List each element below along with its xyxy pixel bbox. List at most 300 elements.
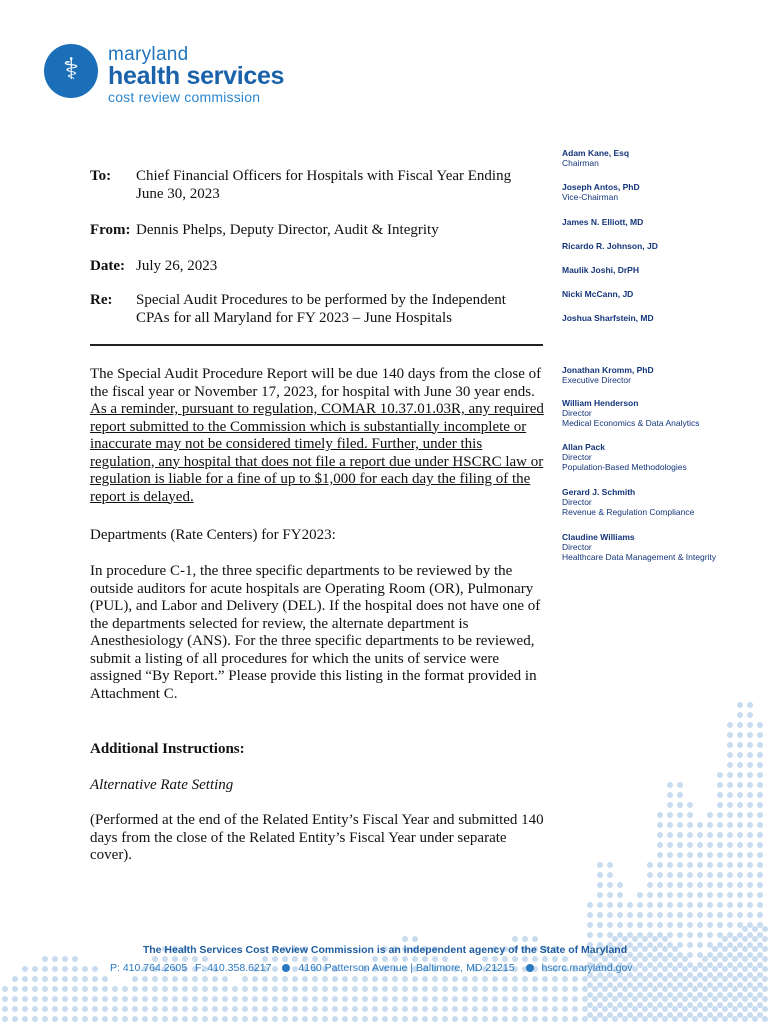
board-member-name: Joshua Sharfstein, MD — [562, 313, 654, 323]
decorative-dot — [522, 1016, 528, 1022]
decorative-dot — [757, 922, 763, 928]
decorative-dot — [522, 936, 528, 942]
decorative-dot — [422, 1016, 428, 1022]
decorative-dot — [677, 812, 683, 818]
decorative-dot — [747, 772, 753, 778]
decorative-dot — [42, 996, 48, 1002]
decorative-dot — [707, 992, 713, 998]
staff-member-name: William Henderson — [562, 398, 639, 408]
decorative-dot — [637, 932, 643, 938]
logo-text-maryland: maryland — [108, 44, 189, 65]
decorative-dot — [607, 1002, 613, 1008]
decorative-dot — [737, 892, 743, 898]
decorative-dot — [532, 1006, 538, 1012]
decorative-dot — [737, 912, 743, 918]
decorative-dot — [92, 1006, 98, 1012]
decorative-dot — [647, 922, 653, 928]
decorative-dot — [677, 842, 683, 848]
decorative-dot — [707, 812, 713, 818]
memo-to — [90, 167, 530, 207]
decorative-dot — [202, 996, 208, 1002]
decorative-dot — [42, 1016, 48, 1022]
decorative-dot — [587, 902, 593, 908]
decorative-dot — [162, 976, 168, 982]
paragraph-due-date — [90, 366, 545, 506]
decorative-dot — [717, 782, 723, 788]
staff-member — [562, 398, 762, 442]
decorative-dot — [572, 996, 578, 1002]
subheading-alternative-rate-setting: Alternative Rate Setting — [90, 777, 234, 793]
decorative-dot — [192, 1016, 198, 1022]
bullet-icon — [282, 964, 290, 972]
decorative-dot — [532, 936, 538, 942]
decorative-dot — [667, 842, 673, 848]
decorative-dot — [32, 976, 38, 982]
decorative-dot — [727, 1012, 733, 1018]
decorative-dot — [402, 996, 408, 1002]
decorative-dot — [727, 732, 733, 738]
decorative-dot — [657, 812, 663, 818]
decorative-dot — [747, 932, 753, 938]
board-member — [562, 217, 762, 241]
decorative-dot — [617, 922, 623, 928]
decorative-dot — [747, 842, 753, 848]
decorative-dot — [562, 996, 568, 1002]
decorative-dot — [102, 1006, 108, 1012]
decorative-dot — [747, 732, 753, 738]
decorative-dot — [627, 992, 633, 998]
decorative-dot — [737, 1012, 743, 1018]
decorative-dot — [697, 922, 703, 928]
decorative-dot — [12, 976, 18, 982]
decorative-dot — [727, 862, 733, 868]
decorative-dot — [687, 832, 693, 838]
decorative-dot — [442, 986, 448, 992]
decorative-dot — [152, 986, 158, 992]
decorative-dot — [342, 1016, 348, 1022]
decorative-dot — [627, 902, 633, 908]
paragraph-procedure-c1: In procedure C-1, the three specific departments to be reviewed by the outside auditors for acute hospitals are Operating Room (OR), Pulmonary (PUL), and Labor and Delivery (DEL). If the hospital does not have one of the departments selected for review, the alternate department is Anesthesiology (ANS). For the three specific departments to be reviewed, submit a listing of all procedures for which the units of service were assigned “By Report.” Please provide this listing in the format provided in Attachment C. — [90, 563, 541, 702]
decorative-dot — [482, 976, 488, 982]
decorative-dot — [697, 902, 703, 908]
decorative-dot — [697, 982, 703, 988]
decorative-dot — [747, 822, 753, 828]
decorative-dot — [687, 932, 693, 938]
decorative-dot — [122, 1016, 128, 1022]
decorative-dot — [502, 996, 508, 1002]
decorative-dot — [707, 1002, 713, 1008]
staff-member-title: Director — [562, 497, 592, 507]
decorative-dot — [52, 976, 58, 982]
decorative-dot — [32, 986, 38, 992]
decorative-dot — [747, 702, 753, 708]
decorative-dot — [42, 986, 48, 992]
staff-member-name: Claudine Williams — [562, 532, 635, 542]
decorative-dot — [607, 922, 613, 928]
decorative-dot — [737, 782, 743, 788]
decorative-dot — [717, 872, 723, 878]
decorative-dot — [667, 912, 673, 918]
decorative-dot — [647, 1012, 653, 1018]
decorative-dot — [142, 976, 148, 982]
decorative-dot — [572, 1006, 578, 1012]
decorative-dot — [422, 986, 428, 992]
decorative-dot — [757, 722, 763, 728]
logo-text-commission: cost review commission — [108, 89, 261, 105]
decorative-dot — [607, 1012, 613, 1018]
heading-additional-instructions: Additional Instructions: — [90, 741, 245, 757]
decorative-dot — [282, 986, 288, 992]
decorative-dot — [697, 872, 703, 878]
decorative-dot — [717, 1012, 723, 1018]
decorative-dot — [52, 956, 58, 962]
decorative-dot — [607, 882, 613, 888]
decorative-dot — [122, 996, 128, 1002]
decorative-dot — [677, 852, 683, 858]
decorative-dot — [492, 996, 498, 1002]
decorative-dot — [272, 1006, 278, 1012]
decorative-dot — [757, 812, 763, 818]
decorative-dot — [667, 992, 673, 998]
decorative-dot — [757, 772, 763, 778]
decorative-dot — [182, 976, 188, 982]
decorative-dot — [322, 1016, 328, 1022]
decorative-dot — [657, 822, 663, 828]
decorative-dot — [747, 752, 753, 758]
decorative-dot — [492, 976, 498, 982]
board-member — [562, 182, 762, 217]
decorative-dot — [747, 1012, 753, 1018]
decorative-dot — [32, 1016, 38, 1022]
decorative-dot — [22, 1016, 28, 1022]
decorative-dot — [697, 1012, 703, 1018]
decorative-dot — [667, 822, 673, 828]
decorative-dot — [747, 802, 753, 808]
decorative-dot — [272, 976, 278, 982]
logo-text-health-services: health services — [108, 62, 285, 90]
decorative-dot — [262, 976, 268, 982]
decorative-dot — [302, 1006, 308, 1012]
decorative-dot — [22, 986, 28, 992]
decorative-dot — [212, 976, 218, 982]
footer-website[interactable]: hscrc.maryland.gov — [541, 962, 633, 974]
paragraph-due-date-underlined: As a reminder, pursuant to regulation, COMAR 10.37.01.03R, any required report submitted to the Commission which is substantially incomplete or inaccurate may not be considered timely filed. Further, under this regulation, any hospital that does not file a report due under HSCRC law or regulation is liable for a fine of up to $1,000 for each day the filing of the report is delayed. — [90, 401, 544, 505]
decorative-dot — [707, 912, 713, 918]
staff-member-name: Gerard J. Schmith — [562, 487, 636, 497]
decorative-dot — [597, 922, 603, 928]
decorative-dot — [747, 982, 753, 988]
decorative-dot — [757, 912, 763, 918]
decorative-dot — [757, 902, 763, 908]
decorative-dot — [522, 976, 528, 982]
decorative-dot — [727, 722, 733, 728]
decorative-dot — [132, 1006, 138, 1012]
decorative-dot — [72, 956, 78, 962]
decorative-dot — [512, 936, 518, 942]
decorative-dot — [667, 862, 673, 868]
staff-member-dept: Revenue & Regulation Compliance — [562, 507, 695, 517]
decorative-dot — [647, 932, 653, 938]
decorative-dot — [92, 996, 98, 1002]
decorative-dot — [202, 976, 208, 982]
decorative-dot — [727, 752, 733, 758]
decorative-dot — [182, 986, 188, 992]
decorative-dot — [757, 872, 763, 878]
decorative-dot — [597, 1012, 603, 1018]
re-label: Re: — [90, 292, 113, 308]
decorative-dot — [657, 922, 663, 928]
decorative-dot — [617, 902, 623, 908]
decorative-dot — [617, 882, 623, 888]
decorative-dot — [757, 852, 763, 858]
decorative-dot — [657, 1002, 663, 1008]
decorative-dot — [382, 986, 388, 992]
decorative-dot — [597, 992, 603, 998]
decorative-dot — [212, 986, 218, 992]
decorative-dot — [392, 976, 398, 982]
decorative-dot — [242, 1016, 248, 1022]
decorative-dot — [687, 922, 693, 928]
decorative-dot — [757, 742, 763, 748]
decorative-dot — [152, 1006, 158, 1012]
decorative-dot — [382, 1016, 388, 1022]
decorative-dot — [522, 986, 528, 992]
decorative-dot — [747, 882, 753, 888]
decorative-dot — [667, 892, 673, 898]
decorative-dot — [657, 842, 663, 848]
decorative-dot — [552, 1006, 558, 1012]
decorative-dot — [677, 822, 683, 828]
decorative-dot — [747, 812, 753, 818]
decorative-dot — [717, 802, 723, 808]
decorative-dot — [697, 852, 703, 858]
decorative-dot — [707, 822, 713, 828]
decorative-dot — [152, 996, 158, 1002]
decorative-dot — [747, 862, 753, 868]
staff-member-title: Executive Director — [562, 375, 631, 385]
decorative-dot — [172, 986, 178, 992]
decorative-dot — [312, 976, 318, 982]
decorative-dot — [677, 912, 683, 918]
decorative-dot — [312, 1006, 318, 1012]
decorative-dot — [172, 1016, 178, 1022]
decorative-dot — [302, 976, 308, 982]
decorative-dot — [707, 842, 713, 848]
decorative-dot — [757, 932, 763, 938]
bullet-icon — [526, 964, 534, 972]
decorative-dot — [292, 996, 298, 1002]
decorative-dot — [697, 862, 703, 868]
decorative-dot — [657, 912, 663, 918]
decorative-dot — [282, 1016, 288, 1022]
decorative-dot — [372, 986, 378, 992]
decorative-dot — [392, 996, 398, 1002]
decorative-dot — [72, 986, 78, 992]
decorative-dot — [707, 1012, 713, 1018]
decorative-dot — [697, 1002, 703, 1008]
decorative-dot — [112, 1016, 118, 1022]
decorative-dot — [667, 922, 673, 928]
decorative-dot — [587, 992, 593, 998]
decorative-dot — [697, 832, 703, 838]
decorative-dot — [352, 986, 358, 992]
decorative-dot — [677, 792, 683, 798]
decorative-dot — [607, 992, 613, 998]
decorative-dot — [382, 976, 388, 982]
decorative-dot — [452, 996, 458, 1002]
decorative-dot — [82, 986, 88, 992]
decorative-dot — [542, 986, 548, 992]
decorative-dot — [412, 976, 418, 982]
decorative-dot — [32, 996, 38, 1002]
decorative-dot — [192, 976, 198, 982]
decorative-dot — [737, 902, 743, 908]
decorative-dot — [737, 702, 743, 708]
decorative-dot — [462, 976, 468, 982]
decorative-dot — [402, 986, 408, 992]
decorative-dot — [392, 1006, 398, 1012]
decorative-dot — [757, 1002, 763, 1008]
paragraph-departments: Departments (Rate Centers) for FY2023: — [90, 527, 336, 543]
decorative-dot — [607, 872, 613, 878]
decorative-dot — [472, 996, 478, 1002]
decorative-dot — [667, 882, 673, 888]
decorative-dot — [82, 976, 88, 982]
decorative-dot — [597, 982, 603, 988]
decorative-dot — [747, 992, 753, 998]
decorative-dot — [132, 1016, 138, 1022]
decorative-dot — [122, 986, 128, 992]
decorative-dot — [372, 1006, 378, 1012]
decorative-dot — [12, 986, 18, 992]
decorative-dot — [92, 966, 98, 972]
decorative-dot — [747, 922, 753, 928]
staff-member-dept: Healthcare Data Management & Integrity — [562, 552, 717, 562]
decorative-dot — [222, 976, 228, 982]
decorative-dot — [442, 996, 448, 1002]
decorative-dot — [102, 976, 108, 982]
decorative-dot — [472, 976, 478, 982]
decorative-dot — [222, 1006, 228, 1012]
decorative-dot — [362, 1006, 368, 1012]
decorative-dot — [52, 986, 58, 992]
decorative-dot — [92, 1016, 98, 1022]
decorative-dot — [717, 882, 723, 888]
decorative-dot — [657, 892, 663, 898]
decorative-dot — [757, 842, 763, 848]
decorative-dot — [82, 1006, 88, 1012]
decorative-dot — [402, 976, 408, 982]
decorative-dot — [757, 882, 763, 888]
decorative-dot — [322, 976, 328, 982]
decorative-dot — [442, 976, 448, 982]
decorative-dot — [252, 996, 258, 1002]
decorative-dot — [452, 976, 458, 982]
decorative-dot — [252, 1016, 258, 1022]
decorative-dot — [607, 902, 613, 908]
decorative-dot — [502, 986, 508, 992]
decorative-dot — [412, 996, 418, 1002]
decorative-dot — [707, 862, 713, 868]
decorative-dot — [687, 872, 693, 878]
decorative-dot — [412, 1006, 418, 1012]
decorative-dot — [597, 862, 603, 868]
decorative-dot — [727, 982, 733, 988]
decorative-dot — [372, 976, 378, 982]
decorative-dot — [252, 1006, 258, 1012]
decorative-dot — [747, 712, 753, 718]
decorative-dot — [562, 1016, 568, 1022]
decorative-dot — [667, 802, 673, 808]
decorative-dot — [737, 712, 743, 718]
decorative-dot — [607, 862, 613, 868]
decorative-dot — [492, 986, 498, 992]
decorative-dot — [667, 832, 673, 838]
decorative-dot — [82, 1016, 88, 1022]
decorative-dot — [727, 892, 733, 898]
decorative-dot — [232, 1016, 238, 1022]
decorative-dot — [182, 1016, 188, 1022]
decorative-dot — [717, 862, 723, 868]
decorative-dot — [162, 986, 168, 992]
decorative-dot — [677, 892, 683, 898]
decorative-dot — [352, 976, 358, 982]
decorative-dot — [472, 986, 478, 992]
decorative-dot — [757, 822, 763, 828]
decorative-dot — [667, 932, 673, 938]
decorative-dot — [727, 882, 733, 888]
decorative-dot — [717, 852, 723, 858]
decorative-dot — [677, 882, 683, 888]
decorative-dot — [727, 992, 733, 998]
decorative-dot — [252, 976, 258, 982]
decorative-dot — [282, 996, 288, 1002]
decorative-dot — [482, 996, 488, 1002]
board-member-name: Adam Kane, Esq — [562, 148, 630, 158]
staff-member — [562, 365, 762, 398]
decorative-dot — [372, 996, 378, 1002]
to-label: To: — [90, 168, 112, 184]
decorative-dot — [757, 862, 763, 868]
decorative-dot — [727, 962, 733, 968]
memo-date — [90, 257, 530, 277]
memo-re — [90, 291, 530, 331]
decorative-dot — [552, 996, 558, 1002]
decorative-dot — [697, 822, 703, 828]
decorative-dot — [572, 976, 578, 982]
decorative-dot — [262, 1006, 268, 1012]
decorative-dot — [382, 1006, 388, 1012]
decorative-dot — [627, 912, 633, 918]
decorative-dot — [352, 1016, 358, 1022]
decorative-dot — [657, 832, 663, 838]
decorative-dot — [737, 752, 743, 758]
decorative-dot — [372, 1016, 378, 1022]
decorative-dot — [42, 1006, 48, 1012]
decorative-dot — [432, 996, 438, 1002]
decorative-dot — [262, 1016, 268, 1022]
decorative-dot — [717, 982, 723, 988]
decorative-dot — [292, 986, 298, 992]
decorative-dot — [2, 986, 8, 992]
decorative-dot — [737, 992, 743, 998]
staff-member-dept: Population-Based Methodologies — [562, 462, 687, 472]
decorative-dot — [302, 986, 308, 992]
decorative-dot — [707, 852, 713, 858]
decorative-dot — [747, 972, 753, 978]
decorative-dot — [2, 1006, 8, 1012]
decorative-dot — [362, 1016, 368, 1022]
